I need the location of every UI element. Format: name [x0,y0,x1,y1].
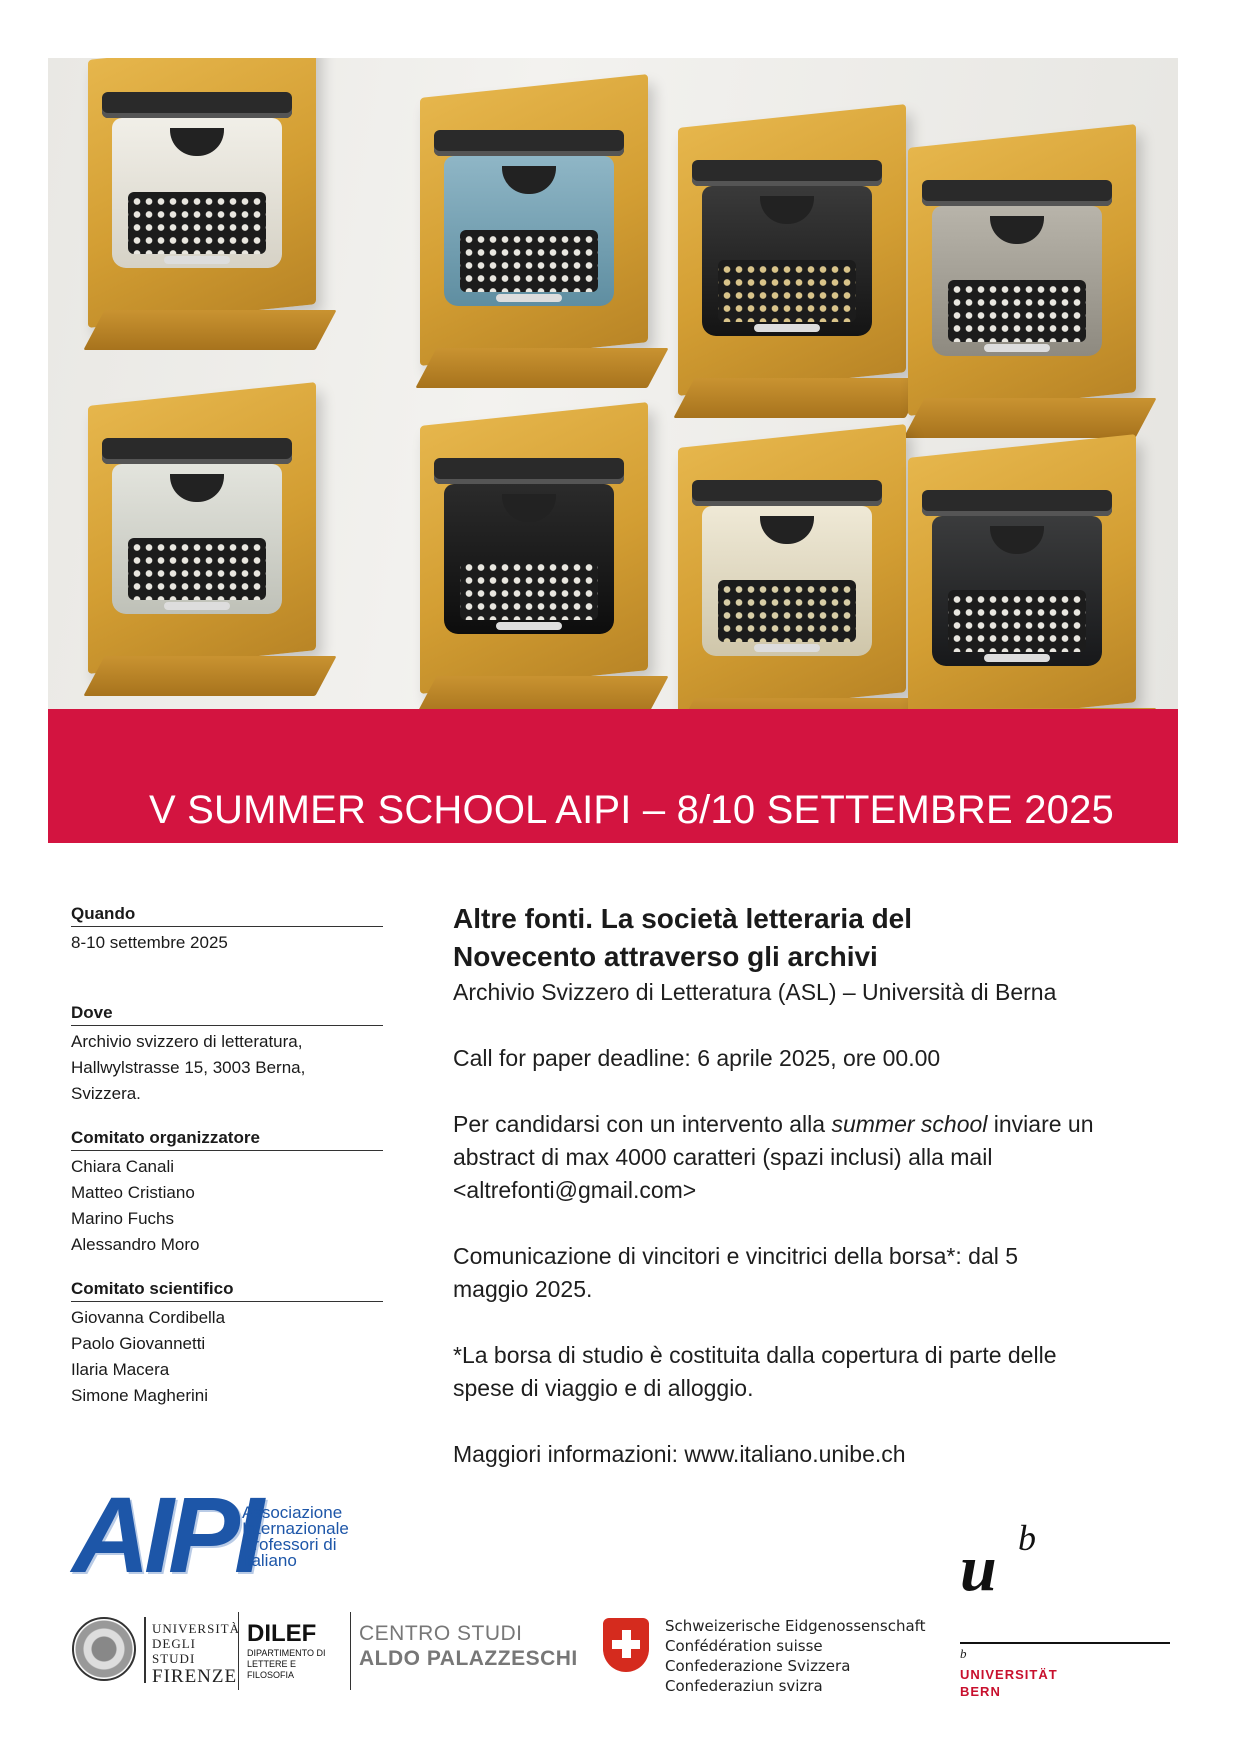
dilef-subline: DIPARTIMENTO DI [247,1648,326,1658]
scholarship-note [453,1339,1173,1405]
aipi-name-line: Associazione [242,1503,343,1522]
committee-member: Giovanna Cordibella [71,1308,226,1327]
unifi-wordmark [152,1621,240,1688]
application-line [453,1108,1173,1141]
scientific-committee-heading: Comitato scientifico [71,1279,383,1302]
event-title [453,900,1173,976]
title-banner [48,709,1178,843]
event-title-line: Altre fonti. La società letteraria del [453,903,913,934]
unibe-rule [960,1642,1170,1644]
unifi-logo [72,1615,240,1690]
unibe-mark-u: u [960,1532,997,1605]
where-text [71,1026,383,1107]
aipi-name-line: Italiano [242,1551,297,1570]
aipi-logo-name [242,1505,382,1569]
organizing-committee-block [71,1128,383,1258]
unifi-line: DEGLI STUDI [152,1636,196,1666]
typewriter-shelf [908,136,1136,404]
application-text-part: inviare un [987,1111,1094,1137]
winners-text [453,1240,1173,1306]
main-column [453,900,1173,1471]
typewriter-shelf [88,58,316,316]
when-heading: Quando [71,904,383,927]
winners-line: maggio 2025. [453,1276,593,1302]
swiss-name-line: Schweizerische Eidgenossenschaft [665,1617,926,1635]
aipi-logo [72,1474,382,1595]
where-heading: Dove [71,1003,383,1026]
committee-member: Paolo Giovannetti [71,1334,206,1353]
hero-photo [48,58,1178,709]
event-title-line: Novecento attraverso gli archivi [453,941,878,972]
unibe-wordmark [960,1666,1058,1700]
committee-member: Chiara Canali [71,1157,174,1176]
application-text-part: Per candidarsi con un intervento alla [453,1111,832,1137]
unibe-small-b: b [960,1646,967,1661]
unifi-seal-icon [72,1617,136,1681]
typewriter-shelf [678,116,906,384]
event-venue: Archivio Svizzero di Letteratura (ASL) – Università di Berna [453,979,1057,1005]
typewriter-shelf [88,394,316,662]
aipi-logo-mark: AIPI [72,1474,259,1595]
swiss-name-line: Confederaziun svizra [665,1677,823,1695]
committee-member: Matteo Cristiano [71,1183,195,1202]
dilef-logo [238,1612,343,1690]
swiss-confederation-names [665,1616,926,1696]
scholarship-note-line: *La borsa di studio è costituita dalla copertura di parte delle [453,1342,1057,1368]
application-text [453,1108,1173,1207]
centro-studi-line: CENTRO STUDI [359,1622,523,1645]
unifi-line: FIRENZE [152,1666,238,1687]
organizing-committee-list [71,1151,383,1258]
more-info-link[interactable]: Maggiori informazioni: www.italiano.unibe.ch [453,1441,906,1467]
aipi-name-line: Internazionale [242,1519,349,1538]
typewriter-shelf [678,436,906,704]
summer-school-emphasis: summer school [831,1111,988,1137]
unibe-logo [930,1518,1170,1699]
swiss-name-line: Confederazione Svizzera [665,1657,851,1675]
unifi-line: UNIVERSITÀ [152,1621,240,1636]
typewriter-shelf [908,446,1136,709]
committee-member: Ilaria Macera [71,1360,170,1379]
unifi-divider [144,1617,146,1683]
scientific-committee-list [71,1302,383,1409]
winners-line: Comunicazione di vincitori e vincitrici della borsa*: dal 5 [453,1243,1019,1269]
centro-studi-line: ALDO PALAZZESCHI [359,1647,578,1670]
dilef-subline: LETTERE E FILOSOFIA [247,1659,297,1680]
contact-email[interactable]: <altrefonti@gmail.com> [453,1177,697,1203]
scholarship-note-line: spese di viaggio e di alloggio. [453,1375,754,1401]
swiss-shield-icon [603,1618,649,1672]
committee-member: Simone Magherini [71,1386,209,1405]
info-column [71,904,383,1409]
deadline-text: Call for paper deadline: 6 aprile 2025, ore 00.00 [453,1045,941,1071]
dilef-wordmark: DILEF [247,1620,317,1647]
unibe-mark-b: b [1018,1518,1036,1558]
banner-title: V SUMMER SCHOOL AIPI – 8/10 SETTEMBRE 2025 [148,788,1114,832]
committee-member: Marino Fuchs [71,1209,174,1228]
swiss-confederation-logo [603,1618,933,1700]
where-line: Svizzera. [71,1084,141,1103]
unibe-wordmark-line: BERN [960,1684,1001,1699]
committee-member: Alessandro Moro [71,1235,200,1254]
where-line: Archivio svizzero di letteratura, [71,1032,303,1051]
unibe-wordmark-line: UNIVERSITÄT [960,1667,1058,1682]
scientific-committee-block [71,1279,383,1409]
where-block [71,1003,383,1107]
when-text: 8-10 settembre 2025 [71,933,228,952]
where-line: Hallwylstrasse 15, 3003 Berna, [71,1058,306,1077]
unibe-mark [960,1518,1080,1608]
centro-studi-logo [350,1612,600,1690]
organizing-committee-heading: Comitato organizzatore [71,1128,383,1151]
typewriter-shelf [420,414,648,682]
application-line: abstract di max 4000 caratteri (spazi inclusi) alla mail [453,1144,993,1170]
swiss-name-line: Confédération suisse [665,1637,823,1655]
aipi-name-line: Professori di [242,1535,337,1554]
typewriter-shelf [420,86,648,354]
when-block [71,904,383,956]
